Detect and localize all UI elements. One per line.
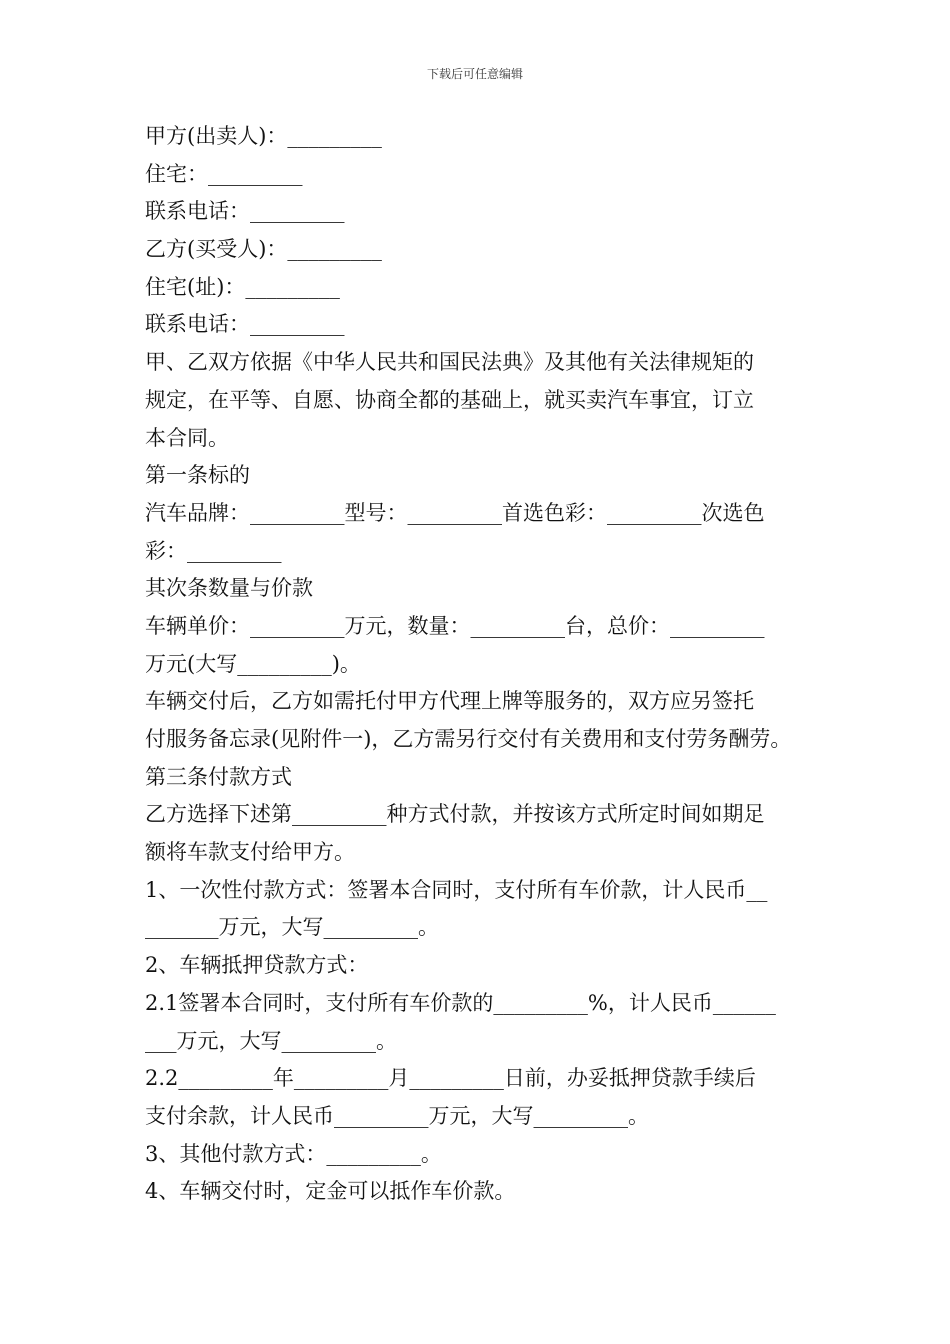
contract-body xyxy=(145,118,810,1211)
article-3-heading: 第三条付款方式 xyxy=(145,764,292,789)
payment-1-line-1: 1、一次性付款方式：签署本合同时，支付所有车价款，计人民币__ xyxy=(145,877,768,902)
seller-address-line: 住宅：_________ xyxy=(145,161,303,186)
payment-2-2-line-2: 支付余款，计人民币_________万元，大写_________。 xyxy=(145,1103,649,1128)
payment-2-1-line-2: ___万元，大写_________。 xyxy=(145,1028,397,1053)
article-2-line-1: 车辆单价：_________万元，数量：_________台，总价：_________ xyxy=(145,613,765,638)
delivery-line-1: 车辆交付后，乙方如需托付甲方代理上牌等服务的，双方应另签托 xyxy=(145,689,754,714)
article-2-heading: 其次条数量与价款 xyxy=(145,576,313,601)
payment-3-line: 3、其他付款方式：_________。 xyxy=(145,1141,442,1166)
payment-2-2-line-1: 2.2_________年_________月_________日前，办妥抵押贷款手续后 xyxy=(145,1066,756,1091)
article-2-line-2: 万元(大写_________)。 xyxy=(145,651,361,676)
payment-2-1-line-1: 2.1签署本合同时，支付所有车价款的_________%，计人民币______ xyxy=(145,990,776,1015)
payment-2-heading: 2、车辆抵押贷款方式： xyxy=(145,953,369,978)
buyer-address-line: 住宅(址)：_________ xyxy=(145,274,340,299)
article-1-line-1: 汽车品牌：_________型号：_________首选色彩：_________次选色 xyxy=(145,500,765,525)
payment-4-line: 4、车辆交付时，定金可以抵作车价款。 xyxy=(145,1179,516,1204)
article-1-heading: 第一条标的 xyxy=(145,463,250,488)
payment-1-line-2: _______万元，大写_________。 xyxy=(145,915,439,940)
preamble-line-2: 规定，在平等、自愿、协商全都的基础上，就买卖汽车事宜，订立 xyxy=(145,387,754,412)
buyer-phone-line: 联系电话：_________ xyxy=(145,312,345,337)
preamble-line-1: 甲、乙双方依据《中华人民共和国民法典》及其他有关法律规矩的 xyxy=(145,350,754,375)
article-3-line-1: 乙方选择下述第_________种方式付款，并按该方式所定时间如期足 xyxy=(145,802,765,827)
article-1-line-2: 彩：_________ xyxy=(145,538,282,563)
buyer-name-line: 乙方(买受人)：_________ xyxy=(145,237,382,262)
preamble-line-3: 本合同。 xyxy=(145,425,229,450)
seller-name-line: 甲方(出卖人)：_________ xyxy=(145,124,382,148)
delivery-line-2: 付服务备忘录(见附件一)，乙方需另行交付有关费用和支付劳务酬劳。 xyxy=(145,727,792,751)
page-header: 下载后可任意编辑 xyxy=(426,67,523,81)
article-3-line-2: 额将车款支付给甲方。 xyxy=(145,840,355,865)
seller-phone-line: 联系电话：_________ xyxy=(145,199,345,224)
